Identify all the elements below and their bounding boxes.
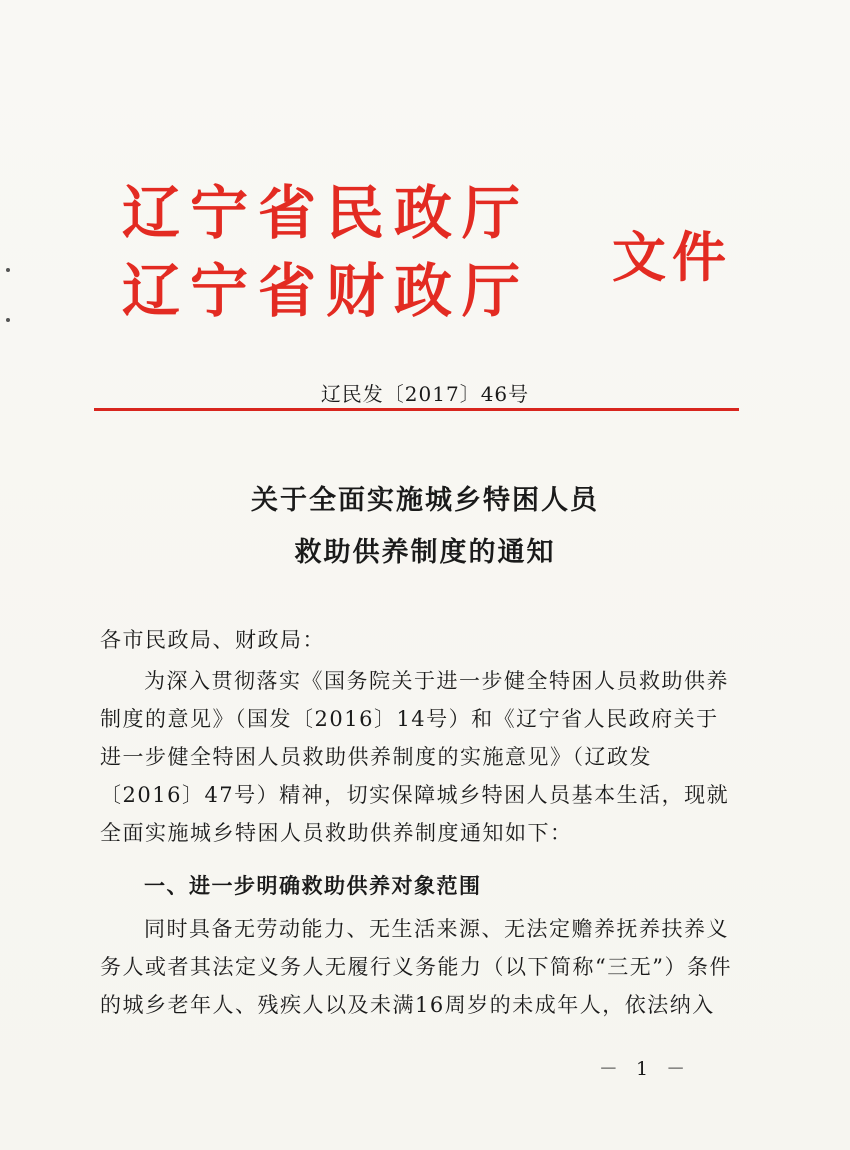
addressee: 各市民政局、财政局： — [100, 628, 325, 652]
document-number: 辽民发〔2017〕46号 — [320, 382, 530, 406]
document-type-label: 文件 — [612, 225, 732, 289]
page-number: － 1 － — [598, 1058, 692, 1080]
issuing-org-1: 辽宁省民政厅 — [122, 179, 531, 247]
document-title-line-2: 救助供养制度的通知 — [294, 537, 556, 568]
section-heading-1: 一、进一步明确救助供养对象范围 — [144, 874, 482, 898]
binding-mark — [6, 318, 10, 322]
body-paragraph-2: 同时具备无劳动能力、无生活来源、无法定赡养抚养扶养义务人或者其法定义务人无履行义务能力（以下简称“三无”）条件的城乡老年人、残疾人以及未满16周岁的未成年人，依法纳入 — [100, 917, 732, 1017]
red-divider-line — [94, 408, 739, 411]
body-paragraph-1: 为深入贯彻落实《国务院关于进一步健全特困人员救助供养制度的意见》（国发〔2016〕14号）和《辽宁省人民政府关于进一步健全特困人员救助供养制度的实施意见》（辽政发〔2016〕47号）精神，切实保障城乡特困人员基本生活，现就全面实施城乡特困人员救助供养制度通知如下： — [100, 669, 730, 845]
document-title-line-1: 关于全面实施城乡特困人员 — [251, 485, 599, 516]
binding-mark — [6, 268, 10, 272]
issuing-org-2: 辽宁省财政厅 — [122, 257, 531, 325]
